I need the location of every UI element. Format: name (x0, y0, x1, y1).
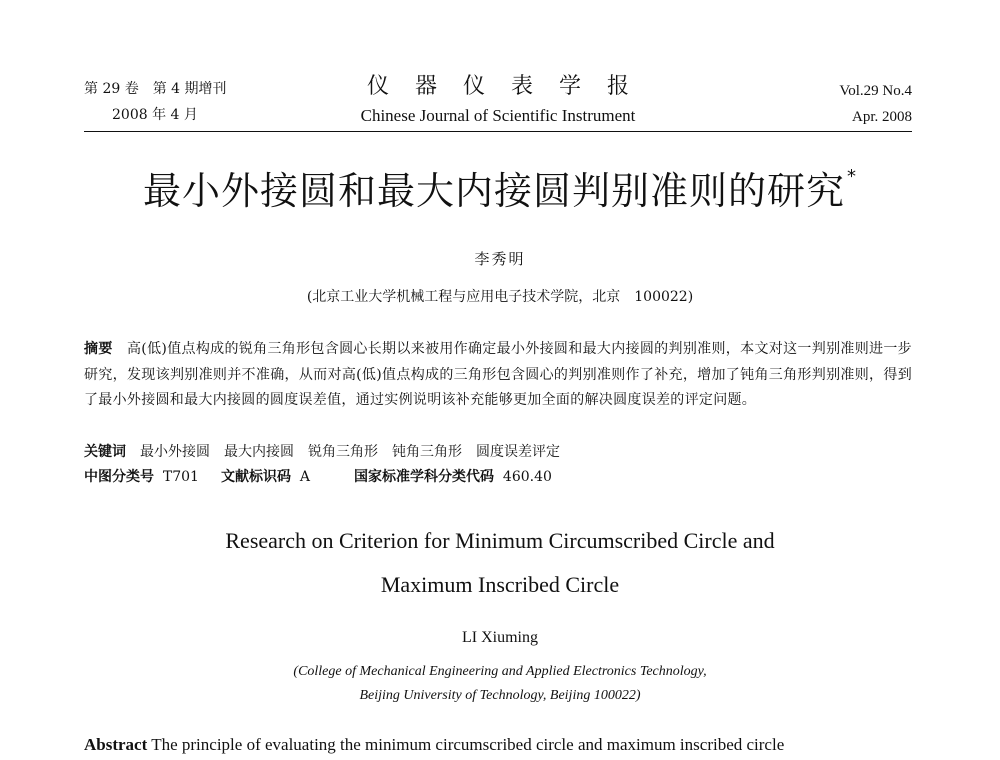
issue-info-en (839, 78, 912, 130)
journal-name-en: Chinese Journal of Scientific Instrument (360, 106, 636, 125)
keywords-label: 关键词 (84, 444, 126, 460)
volume-number-en: Vol.29 No.4 (839, 83, 912, 99)
author-en: LI Xiuming (462, 629, 538, 646)
volume-issue: 第 29 卷 第 4 期增刊 (84, 81, 227, 97)
title-cn (0, 160, 1000, 215)
publication-date-cn: 2008 年 4 月 (112, 107, 198, 123)
publication-date-en: Apr. 2008 (852, 109, 912, 125)
affiliation-en (0, 660, 1000, 708)
title-en-line2: Maximum Inscribed Circle (380, 572, 620, 597)
keyword-item: 最大内接圆 (224, 444, 294, 460)
journal-name-cn: 仪器仪表学报 (366, 74, 655, 99)
abstract-cn-label: 摘要 (84, 341, 113, 357)
title-en (0, 519, 1000, 607)
abstract-en (84, 735, 912, 755)
keyword-item: 最小外接圆 (140, 444, 210, 460)
abstract-cn-text: 高(低)值点构成的锐角三角形包含圆心长期以来被用作确定最小外接圆和最大内接圆的判别准则，本文对这一判别准则进一步研究，发现该判别准则并不准确，从而对高(低)值点构成的三角形包含圆心的判别准则作了补充，增加了钝角三角形判别准则，得到了最小外接圆和最大内接圆的圆度误差值，通过实例说明该补充能够更加全面的解决圆度误差的评定问题。 (84, 341, 912, 408)
clc-value: T701 (162, 469, 199, 485)
keyword-item: 锐角三角形 (308, 444, 378, 460)
clc-label: 中图分类号 (84, 469, 154, 485)
title-en-line1: Research on Criterion for Minimum Circumscribed Circle and (225, 528, 775, 553)
abstract-en-text: The principle of evaluating the minimum circumscribed circle and maximum inscribed circle (151, 735, 785, 754)
header-rule (84, 131, 912, 132)
affiliation-en-line1: (College of Mechanical Engineering and Applied Electronics Technology, (293, 664, 707, 679)
affiliation-en-line2: Beijing University of Technology, Beijing 100022) (359, 688, 641, 703)
doc-code-value: A (299, 469, 310, 485)
keyword-item: 圆度误差评定 (476, 444, 560, 460)
keyword-item: 钝角三角形 (392, 444, 462, 460)
title-cn-text: 最小外接圆和最大内接圆判别准则的研究 (142, 169, 845, 213)
journal-name (84, 72, 912, 128)
title-footnote-mark: * (847, 166, 857, 187)
doc-code-label: 文献标识码 (220, 469, 291, 485)
std-code-value: 460.40 (502, 469, 552, 485)
abstract-en-label: Abstract (84, 735, 148, 754)
classification-line (84, 466, 552, 488)
author-cn: 李秀明 (474, 250, 526, 268)
std-code-label: 国家标准学科分类代码 (354, 469, 494, 485)
keywords (84, 441, 560, 463)
running-header (84, 72, 912, 130)
abstract-cn (84, 337, 912, 414)
affiliation-cn: (北京工业大学机械工程与应用电子技术学院，北京 100022) (306, 289, 694, 305)
